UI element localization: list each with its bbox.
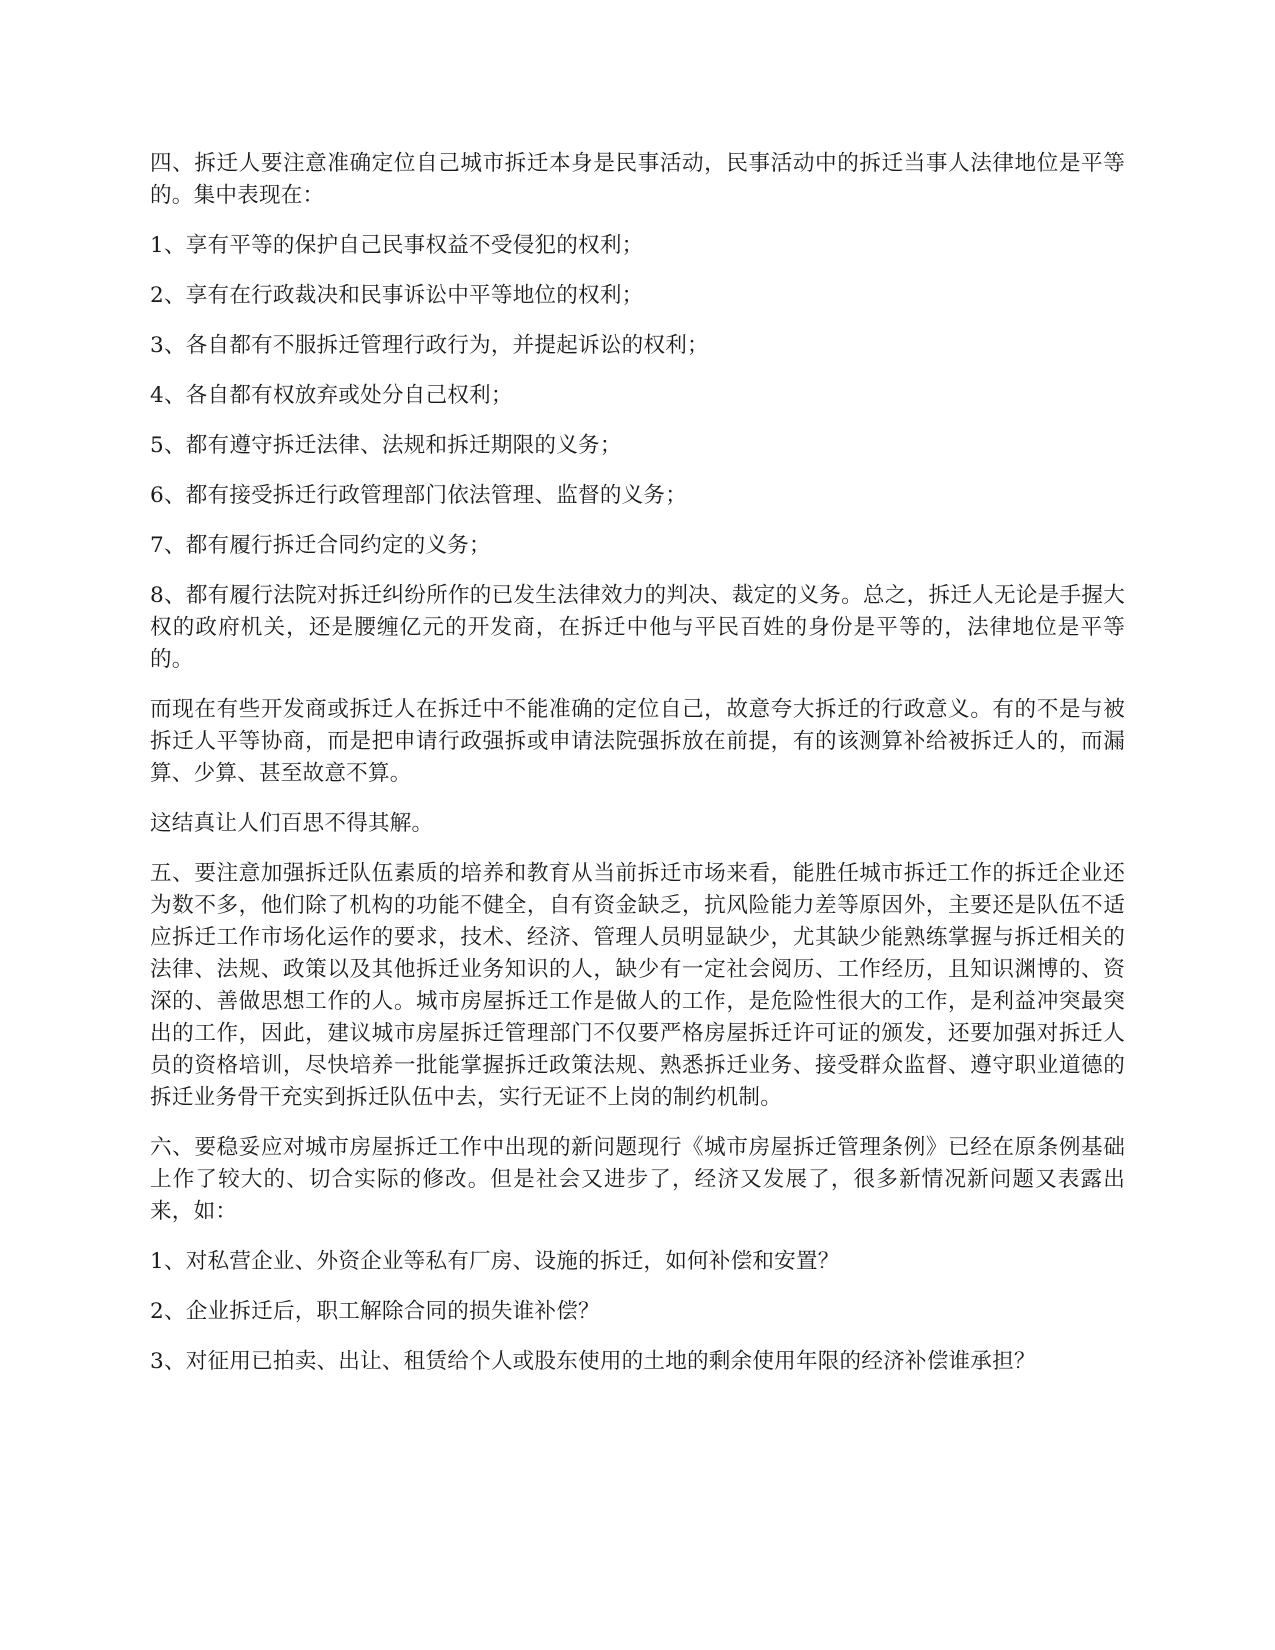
paragraph-question-1: 1、对私营企业、外资企业等私有厂房、设施的拆迁，如何补偿和安置？ xyxy=(150,1249,840,1274)
paragraph-section-four-intro: 四、拆迁人要注意准确定位自己城市拆迁本身是民事活动，民事活动中的拆迁当事人法律地位是平等的。集中表现在： xyxy=(150,151,1125,208)
paragraph-section-six-intro: 六、要稳妥应对城市房屋拆迁工作中出现的新问题现行《城市房屋拆迁管理条例》已经在原条例基础上作了较大的、切合实际的修改。但是社会又进步了，经济又发展了，很多新情况新问题又表露出来，如： xyxy=(150,1135,1125,1224)
paragraph-item-8: 8、都有履行法院对拆迁纠纷所作的已发生法律效力的判决、裁定的义务。总之，拆迁人无论是手握大权的政府机关，还是腰缠亿元的开发商，在拆迁中他与平民百姓的身份是平等的，法律地位是平等的。 xyxy=(150,583,1125,672)
paragraph-question-3: 3、对征用已拍卖、出让、租赁给个人或股东使用的土地的剩余使用年限的经济补偿谁承担？ xyxy=(150,1349,1036,1374)
paragraph-item-4: 4、各自都有权放弃或处分自己权利； xyxy=(150,383,513,408)
paragraph-question-2: 2、企业拆迁后，职工解除合同的损失谁补偿？ xyxy=(150,1299,600,1324)
paragraph-developer-issue: 而现在有些开发商或拆迁人在拆迁中不能准确的定位自己，故意夸大拆迁的行政意义。有的不是与被拆迁人平等协商，而是把申请行政强拆或申请法院强拆放在前提，有的该测算补给被拆迁人的，而漏算、少算、甚至故意不算。 xyxy=(150,697,1125,786)
paragraph-item-3: 3、各自都有不服拆迁管理行政行为，并提起诉讼的权利； xyxy=(150,333,709,358)
paragraph-item-6: 6、都有接受拆迁行政管理部门依法管理、监督的义务； xyxy=(150,483,687,508)
paragraph-item-2: 2、享有在行政裁决和民事诉讼中平等地位的权利； xyxy=(150,283,644,308)
paragraph-section-five: 五、要注意加强拆迁队伍素质的培养和教育从当前拆迁市场来看，能胜任城市拆迁工作的拆迁企业还为数不多，他们除了机构的功能不健全，自有资金缺乏，抗风险能力差等原因外，主要还是队伍不适应拆迁工作市场化运作的要求，技术、经济、管理人员明显缺少，尤其缺少能熟练掌握与拆迁相关的法律、法规、政策以及其他拆迁业务知识的人，缺少有一定社会阅历、工作经历，且知识渊博的、资深的、善做思想工作的人。城市房屋拆迁工作是做人的工作，是危险性很大的工作，是利益冲突最突出的工作，因此，建议城市房屋拆迁管理部门不仅要严格房屋拆迁许可证的颁发，还要加强对拆迁人员的资格培训，尽快培养一批能掌握拆迁政策法规、熟悉拆迁业务、接受群众监督、遵守职业道德的拆迁业务骨干充实到拆迁队伍中去，实行无证不上岗的制约机制。 xyxy=(150,861,1125,1110)
paragraph-item-7: 7、都有履行拆迁合同约定的义务； xyxy=(150,533,491,558)
paragraph-item-5: 5、都有遵守拆迁法律、法规和拆迁期限的义务； xyxy=(150,433,622,458)
document-body xyxy=(150,148,1125,1396)
paragraph-remark: 这结真让人们百思不得其解。 xyxy=(150,811,434,836)
paragraph-item-1: 1、享有平等的保护自己民事权益不受侵犯的权利； xyxy=(150,233,644,258)
